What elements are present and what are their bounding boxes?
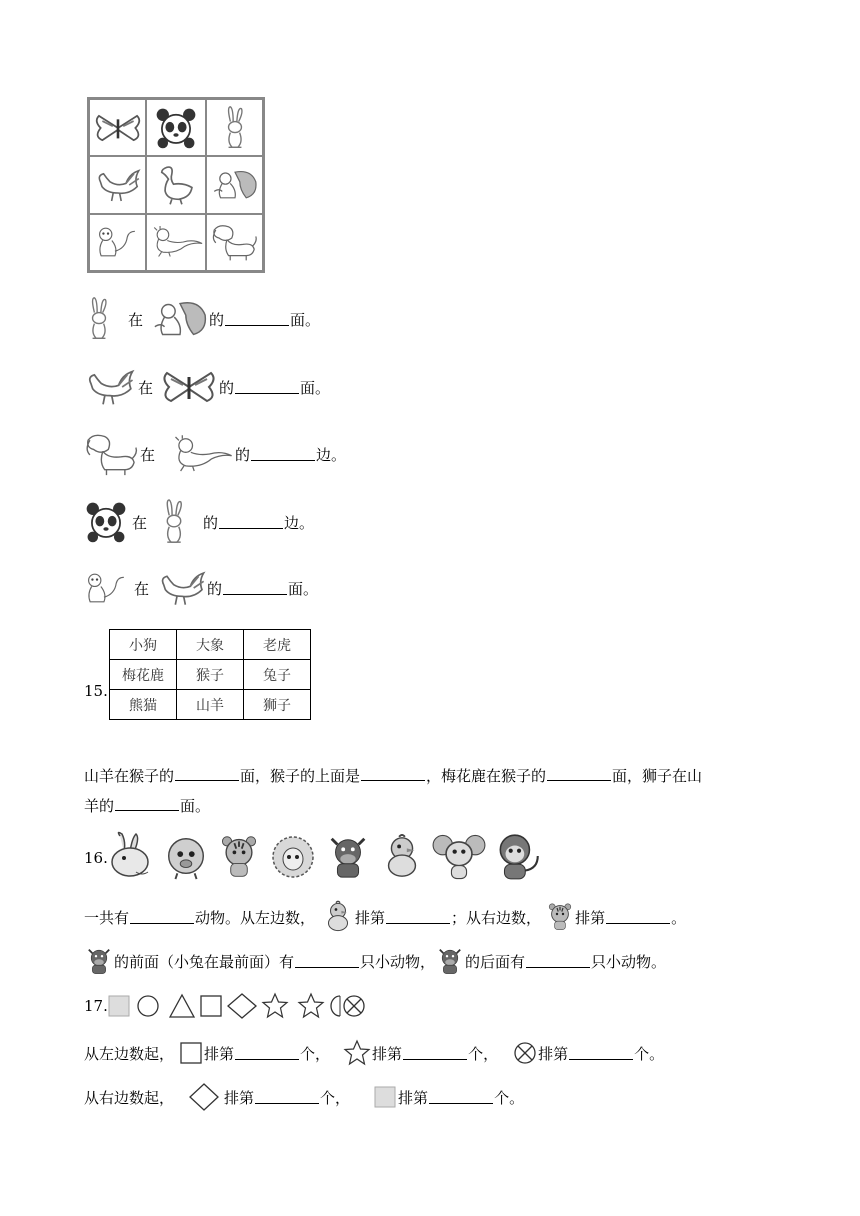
answer-blank[interactable] (235, 381, 299, 394)
chick-icon (378, 830, 426, 884)
answer-blank[interactable] (386, 911, 450, 924)
q14-line-1 (84, 296, 320, 342)
tiger-icon (216, 830, 262, 884)
monkey-icon (492, 830, 544, 884)
table-cell: 狮子 (244, 690, 311, 720)
q17-line-2: 从右边数起， 排第 个， 排第 个。 (84, 1082, 524, 1112)
gray-square-shape (109, 996, 129, 1016)
butterfly-icon (159, 367, 219, 407)
half-circle-shape (331, 996, 340, 1016)
answer-blank[interactable] (235, 1047, 299, 1060)
mouse-icon (432, 830, 486, 884)
star-icon (342, 1039, 372, 1067)
text-zai: 在 (138, 378, 154, 397)
table-cell: 老虎 (244, 630, 311, 660)
rooster-icon (94, 167, 142, 203)
question-number-15: 15. (84, 682, 108, 700)
answer-blank[interactable] (403, 1047, 467, 1060)
square-icon (178, 1040, 204, 1066)
text-tail: 面。 (300, 378, 331, 397)
goose-icon (155, 163, 197, 207)
q14-line-5 (84, 567, 318, 609)
table-cell: 熊猫 (110, 690, 177, 720)
answer-blank[interactable] (295, 955, 359, 968)
table-cell: 梅花鹿 (110, 660, 177, 690)
rooster-icon (157, 567, 207, 609)
diamond-icon (188, 1082, 220, 1112)
question-number-17: 17. (84, 997, 108, 1015)
pig-icon (162, 830, 210, 884)
q14-line-3 (84, 431, 346, 477)
text-tail: 面。 (288, 579, 319, 598)
text-zai: 在 (140, 445, 156, 464)
grid-cell-butterfly (89, 99, 146, 156)
q16-line-1: 一共有 动物。从左边数， 排第 ；从右边数， 排第 。 (84, 899, 686, 935)
text-zai: 在 (134, 579, 150, 598)
panda-icon (154, 106, 198, 150)
answer-blank[interactable] (569, 1047, 633, 1060)
diamond-shape (228, 994, 256, 1018)
q17-shape-row (84, 992, 408, 1020)
animal-row (106, 830, 544, 884)
squirrel-icon (211, 167, 259, 203)
answer-blank[interactable] (219, 516, 283, 529)
grid-cell-panda (146, 99, 206, 156)
answer-blank[interactable] (115, 798, 179, 811)
text-de: 的 (209, 310, 225, 329)
grid-cell-squirrel (206, 156, 263, 213)
q17-line-1: 从左边数起， 排第 个， 排第 个， 排第 个。 (84, 1039, 664, 1067)
q15-question-text: 山羊在猴子的 面，猴子的上面是 ，梅花鹿在猴子的 面，狮子在山 羊的 面。 (84, 767, 703, 815)
gray-square-icon (372, 1084, 398, 1110)
q16-line-2: 的前面（小兔在最前面）有 只小动物， 的后面有 只小动物。 (84, 944, 666, 978)
answer-blank[interactable] (255, 1091, 319, 1104)
grid-cell-rooster (89, 156, 146, 213)
butterfly-icon (92, 110, 144, 146)
q14-line-4 (84, 498, 314, 546)
cow-icon (84, 944, 114, 978)
dog-icon (84, 431, 140, 477)
sheep-icon (268, 830, 318, 884)
rooster-icon (84, 364, 136, 410)
text-tail: 面。 (290, 310, 321, 329)
answer-blank[interactable] (223, 582, 287, 595)
answer-blank[interactable] (130, 911, 194, 924)
panda-icon (84, 498, 128, 546)
table-cell: 兔子 (244, 660, 311, 690)
text-de: 的 (235, 445, 251, 464)
monkey-icon (84, 567, 130, 609)
table-cell: 小狗 (110, 630, 177, 660)
bird-icon (147, 225, 205, 259)
tiger-icon (545, 901, 575, 933)
table-cell: 大象 (177, 630, 244, 660)
cow-icon (435, 944, 465, 978)
star-shape (263, 994, 287, 1017)
table-row (110, 660, 311, 690)
monkey-icon (95, 224, 141, 260)
chick-icon (321, 899, 355, 935)
cow-icon (324, 830, 372, 884)
circle-x-icon (512, 1040, 538, 1066)
table-row (110, 690, 311, 720)
grid-cell-goose (146, 156, 206, 213)
text-tail: 边。 (316, 445, 347, 464)
answer-blank[interactable] (251, 448, 315, 461)
star-shape (299, 994, 323, 1017)
answer-blank[interactable] (526, 955, 590, 968)
animal-name-table (109, 629, 311, 720)
rabbit-icon (221, 105, 249, 151)
table-cell: 猴子 (177, 660, 244, 690)
bird-icon (167, 432, 235, 476)
grid-cell-dog (206, 214, 263, 271)
q14-line-2 (84, 364, 330, 410)
text-tail: 边。 (284, 513, 315, 532)
circle-shape (138, 996, 158, 1016)
rabbit-icon (159, 498, 189, 546)
table-row (110, 630, 311, 660)
rabbit-icon (84, 296, 114, 342)
grid-cell-rabbit (206, 99, 263, 156)
text-de: 的 (219, 378, 235, 397)
text-de: 的 (207, 579, 223, 598)
squirrel-icon (151, 297, 209, 341)
answer-blank[interactable] (547, 768, 611, 781)
table-cell: 山羊 (177, 690, 244, 720)
shape-row-svg (108, 992, 408, 1020)
question-number-16: 16. (84, 849, 108, 867)
answer-blank[interactable] (225, 313, 289, 326)
grid-cell-bird (146, 214, 206, 271)
answer-blank[interactable] (361, 768, 425, 781)
text-zai: 在 (128, 310, 144, 329)
answer-blank[interactable] (429, 1091, 493, 1104)
dog-icon (211, 222, 259, 262)
triangle-shape (170, 995, 194, 1017)
text-de: 的 (203, 513, 219, 532)
answer-blank[interactable] (175, 768, 239, 781)
answer-blank[interactable] (606, 911, 670, 924)
grid-cell-monkey (89, 214, 146, 271)
animal-grid (87, 97, 265, 273)
square-shape (201, 996, 221, 1016)
rabbit-icon (106, 830, 156, 884)
text-zai: 在 (132, 513, 148, 532)
